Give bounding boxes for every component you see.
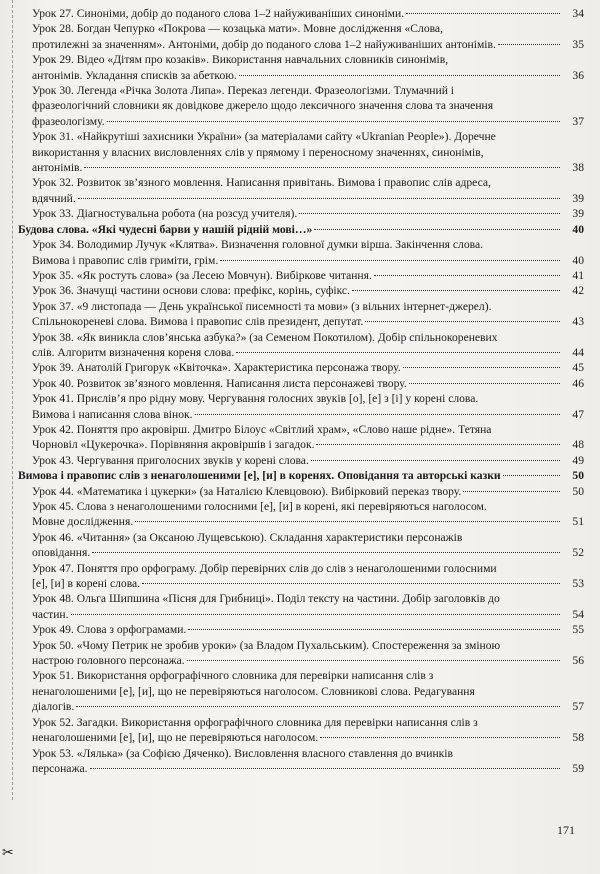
toc-entry-last-line — [32, 607, 584, 622]
toc-entry-line: Урок 31. «Найкрутіші захисники України» (за матеріалами сайту «Ukranian People»). Доречне — [32, 130, 496, 144]
toc-entry-last-line — [32, 730, 584, 745]
toc-page-number: 40 — [572, 253, 584, 267]
toc-entry-line: Урок 52. Загадки. Використання орфографічного словника для перевірки написання слів з — [32, 715, 478, 729]
toc-entry — [14, 484, 584, 499]
toc-entry — [14, 638, 584, 669]
toc-entry-text: ненаголошеними [е], [и], що не перевіряються наголосом. — [32, 731, 319, 745]
toc-entry-text: антонімів. — [32, 161, 83, 175]
toc-page-number: 36 — [572, 68, 584, 82]
toc-page-number: 40 — [572, 222, 584, 236]
toc-entry-text: Урок 40. Розвиток зв’язного мовлення. Написання листа персонажеві твору. — [32, 376, 407, 390]
toc-page-number: 49 — [572, 453, 584, 467]
toc-entry-last-line — [32, 360, 584, 375]
toc-entry-text: Урок 39. Анатолій Григорук «Квіточка». Характеристика персонажа твору. — [32, 361, 401, 375]
toc-entry-text: Мовне дослідження. — [32, 515, 134, 529]
page-number: 171 — [557, 823, 575, 837]
dot-leader — [187, 660, 560, 661]
toc-entry-last-line — [32, 376, 584, 391]
dot-leader — [239, 75, 560, 76]
toc-page-number: 59 — [572, 761, 584, 775]
toc-entry — [14, 715, 584, 746]
toc-entry — [14, 530, 584, 561]
toc-entry-last-line — [32, 514, 584, 529]
toc-entry-last-line — [32, 314, 584, 329]
dot-leader — [409, 383, 560, 384]
toc-entry-last-line — [32, 622, 584, 637]
toc-entry-text: [е], [и] в корені слова. — [32, 577, 141, 591]
toc-page-number: 42 — [572, 284, 584, 298]
toc-entry-last-line — [32, 253, 584, 268]
toc-page-number: 52 — [572, 546, 584, 560]
toc-entry-text: Вимова і правопис слів гриміти, грім. — [32, 253, 219, 267]
toc-page-number: 35 — [572, 37, 584, 51]
toc-entry — [14, 453, 584, 468]
dot-leader — [107, 121, 560, 122]
dot-leader — [320, 737, 560, 738]
toc-entry-text: Урок 27. Синоніми, добір до поданого слова 1–2 найуживаніших синоніми. — [32, 7, 405, 20]
toc-entry-line: Урок 28. Богдан Чепурко «Покрова — козацька мати». Мовне дослідження «Слова, — [32, 22, 443, 36]
toc-page-number: 34 — [572, 7, 584, 20]
toc-entry-text: персонажа. — [32, 761, 88, 775]
toc-page-number: 55 — [572, 623, 584, 637]
toc-entry-text: антонімів. Укладання списків за абеткою. — [32, 68, 237, 82]
toc-page-number: 54 — [572, 607, 584, 621]
dot-leader — [374, 275, 560, 276]
toc-entry-last-line — [32, 160, 584, 175]
table-of-contents — [14, 6, 584, 776]
toc-entry — [14, 52, 584, 83]
toc-entry-last-line — [32, 283, 584, 298]
toc-entry-text: Урок 49. Слова з орфограмами. — [32, 623, 187, 637]
toc-entry-text: Урок 43. Чергування приголосних звуків у корені слова. — [32, 453, 309, 467]
toc-entry-last-line — [18, 222, 584, 237]
toc-entry-text: Вимова і правопис слів з ненаголошеними [е], [и] в коренях. Оповідання та авторські казки — [18, 469, 501, 483]
toc-entry-line: Урок 46. «Читання» (за Оксаною Лущевською). Складання характеристики персонажів — [32, 530, 463, 544]
toc-entry — [14, 561, 584, 592]
toc-entry — [14, 83, 584, 129]
dot-leader — [220, 260, 560, 261]
toc-entry-last-line — [18, 468, 584, 483]
toc-entry-line: Урок 37. «9 листопада — День української писемності та мови» (з вільних інтернет-джерел). — [32, 299, 492, 313]
toc-entry-line: ненаголошеними [е], [и], що не перевіряються наголосом. Словникові слова. Редагування — [32, 684, 475, 698]
toc-entry-last-line — [32, 576, 584, 591]
dot-leader — [84, 167, 560, 168]
toc-entry-text: протилежні за значенням». Антоніми, добір до поданого слова 1–2 найуживаніших антонімів. — [32, 37, 496, 51]
toc-entry-last-line — [32, 453, 584, 468]
toc-page-number: 41 — [572, 268, 584, 282]
toc-page-number: 47 — [572, 407, 584, 421]
dot-leader — [316, 444, 560, 445]
toc-entry-line: Урок 38. «Як виникла слов’янська азбука?» (за Семеном Покотилом). Добір спільнокореневих — [32, 330, 498, 344]
toc-entry-last-line — [32, 206, 584, 221]
dot-leader — [195, 414, 560, 415]
toc-entry-text: Урок 33. Діагностувальна робота (на розсуд учителя). — [32, 207, 298, 221]
dot-leader — [498, 44, 560, 45]
dot-leader — [78, 198, 560, 199]
dot-leader — [76, 706, 560, 707]
toc-page-number: 58 — [572, 731, 584, 745]
toc-entry-line: Урок 45. Слова з ненаголошеними голосними [е], [и] в корені, які перевіряються наголосом. — [32, 500, 487, 513]
dot-leader — [188, 629, 560, 630]
toc-page-number: 57 — [572, 700, 584, 714]
toc-entry-line: Урок 29. Відео «Дітям про козаків». Використання навчальних словників синонімів, — [32, 53, 449, 67]
toc-page-number: 37 — [572, 114, 584, 128]
toc-page-number: 45 — [572, 361, 584, 375]
dot-leader — [352, 290, 560, 291]
toc-entry-last-line — [32, 699, 584, 714]
toc-entry — [14, 206, 584, 221]
toc-entry — [14, 299, 584, 330]
dot-leader — [463, 491, 560, 492]
toc-entry — [14, 21, 584, 52]
toc-entry — [14, 499, 584, 530]
toc-entry-last-line — [32, 268, 584, 283]
toc-entry-last-line — [32, 437, 584, 452]
toc-entry-text: Спільнокореневі слова. Вимова і правопис слів президент, депутат. — [32, 315, 364, 329]
toc-entry-text: Урок 36. Значущі частини основи слова: префікс, корінь, суфікс. — [32, 284, 350, 298]
toc-entry — [14, 376, 584, 391]
dot-leader — [299, 213, 560, 214]
toc-entry-last-line — [32, 37, 584, 52]
toc-entry — [14, 746, 584, 777]
toc-entry — [14, 668, 584, 714]
dot-leader — [92, 552, 560, 553]
toc-entry-line: Урок 48. Ольга Шипшина «Пісня для Грибниці». Поділ тексту на частини. Добір заголовків до — [32, 592, 500, 606]
toc-entry-line: фразеологічний словники як довідкове джерело щодо лексичного значення слова та значення — [32, 99, 494, 113]
toc-page-number: 56 — [572, 654, 584, 668]
toc-page-number: 48 — [572, 438, 584, 452]
toc-entry-last-line — [32, 407, 584, 422]
dot-leader — [406, 13, 560, 14]
toc-entry-text: Урок 44. «Математика і цукерки» (за Наталією Клевцовою). Вибірковий переказ твору. — [32, 484, 462, 498]
dot-leader — [311, 460, 560, 461]
toc-entry-line: Урок 50. «Чому Петрик не зробив уроки» (за Владом Пухальським). Спостереження за зміною — [32, 638, 501, 652]
toc-entry-text: частин. — [32, 607, 69, 621]
toc-entry-text: Будова слова. «Які чудесні барви у нашій рідній мові…» — [18, 222, 313, 236]
dot-leader — [135, 521, 560, 522]
dot-leader — [142, 583, 560, 584]
cut-line — [12, 0, 13, 800]
toc-entry-line: Урок 30. Легенда «Річка Золота Липа». Переказ легенди. Фразеологізми. Тлумачний і — [32, 84, 455, 98]
toc-entry-text: настрою головного персонажа. — [32, 654, 185, 668]
toc-page-number: 46 — [572, 376, 584, 390]
toc-entry — [14, 6, 584, 21]
toc-page-number: 39 — [572, 191, 584, 205]
toc-page-number: 53 — [572, 577, 584, 591]
toc-entry-text: діалогів. — [32, 700, 75, 714]
toc-page-number: 39 — [572, 207, 584, 221]
toc-entry-text: Вимова і написання слова вінок. — [32, 407, 193, 421]
toc-entry-text: Чорновіл «Цукерочка». Порівняння акровіршів і загадок. — [32, 438, 315, 452]
toc-entry-last-line — [32, 6, 584, 21]
toc-entry-last-line — [32, 653, 584, 668]
toc-entry-last-line — [32, 68, 584, 83]
toc-entry-line: Урок 47. Поняття про орфограму. Добір перевірних слів до слів з ненаголошеними голосними — [32, 561, 497, 575]
toc-entry-line: Урок 41. Прислів’я про рідну мову. Чергування голосних звуків [о], [е] з [і] у корені слова. — [32, 392, 479, 406]
dot-leader — [71, 614, 561, 615]
toc-entry-text: вдячний. — [32, 191, 76, 205]
dot-leader — [503, 475, 560, 476]
toc-entry — [14, 422, 584, 453]
toc-entry-line: використання у власних висловленнях слів у прямому і переносному значеннях, синонімів, — [32, 145, 484, 159]
toc-entry — [14, 129, 584, 175]
toc-entry-line: Урок 53. «Лялька» (за Софією Дяченко). Висловлення власного ставлення до вчинків — [32, 746, 453, 760]
toc-entry — [14, 175, 584, 206]
toc-entry-text: оповідання. — [32, 546, 91, 560]
toc-entry-text: слів. Алгоритм визначення кореня слова. — [32, 345, 235, 359]
toc-entry — [14, 622, 584, 637]
toc-entry-line: Урок 51. Використання орфографічного словника для перевірки написання слів з — [32, 669, 434, 683]
toc-page-number: 38 — [572, 161, 584, 175]
toc-entry-last-line — [32, 545, 584, 560]
toc-entry — [14, 360, 584, 375]
toc-page-number: 50 — [572, 469, 584, 483]
dot-leader — [403, 367, 560, 368]
toc-section — [14, 222, 584, 237]
toc-entry-text: Урок 35. «Як ростуть слова» (за Лесею Мовчун). Вибіркове читання. — [32, 268, 372, 282]
toc-entry-last-line — [32, 345, 584, 360]
toc-entry — [14, 283, 584, 298]
toc-entry-line: Урок 32. Розвиток зв’язного мовлення. Написання привітань. Вимова і правопис слів адреса, — [32, 176, 491, 190]
toc-page-number: 44 — [572, 345, 584, 359]
toc-entry-last-line — [32, 191, 584, 206]
toc-entry — [14, 268, 584, 283]
toc-section — [14, 468, 584, 483]
dot-leader — [236, 352, 560, 353]
toc-entry-last-line — [32, 761, 584, 776]
toc-entry — [14, 237, 584, 268]
toc-page-number: 50 — [572, 484, 584, 498]
toc-page-number: 51 — [572, 515, 584, 529]
toc-page-number: 43 — [572, 315, 584, 329]
dot-leader — [365, 321, 560, 322]
dot-leader — [314, 229, 560, 230]
toc-entry-line: Урок 42. Поняття про акровірш. Дмитро Білоус «Світлий храм», «Слово наше рідне». Тетяна — [32, 422, 492, 436]
toc-entry-text: фразеологізму. — [32, 114, 105, 128]
toc-entry-line: Урок 34. Володимир Лучук «Клятва». Визначення головної думки вірша. Закінчення слова. — [32, 238, 483, 252]
dot-leader — [90, 768, 561, 769]
scissors-icon: ✂ — [2, 845, 14, 861]
toc-entry — [14, 591, 584, 622]
toc-entry — [14, 330, 584, 361]
toc-entry-last-line — [32, 114, 584, 129]
toc-entry-last-line — [32, 484, 584, 499]
toc-entry — [14, 391, 584, 422]
